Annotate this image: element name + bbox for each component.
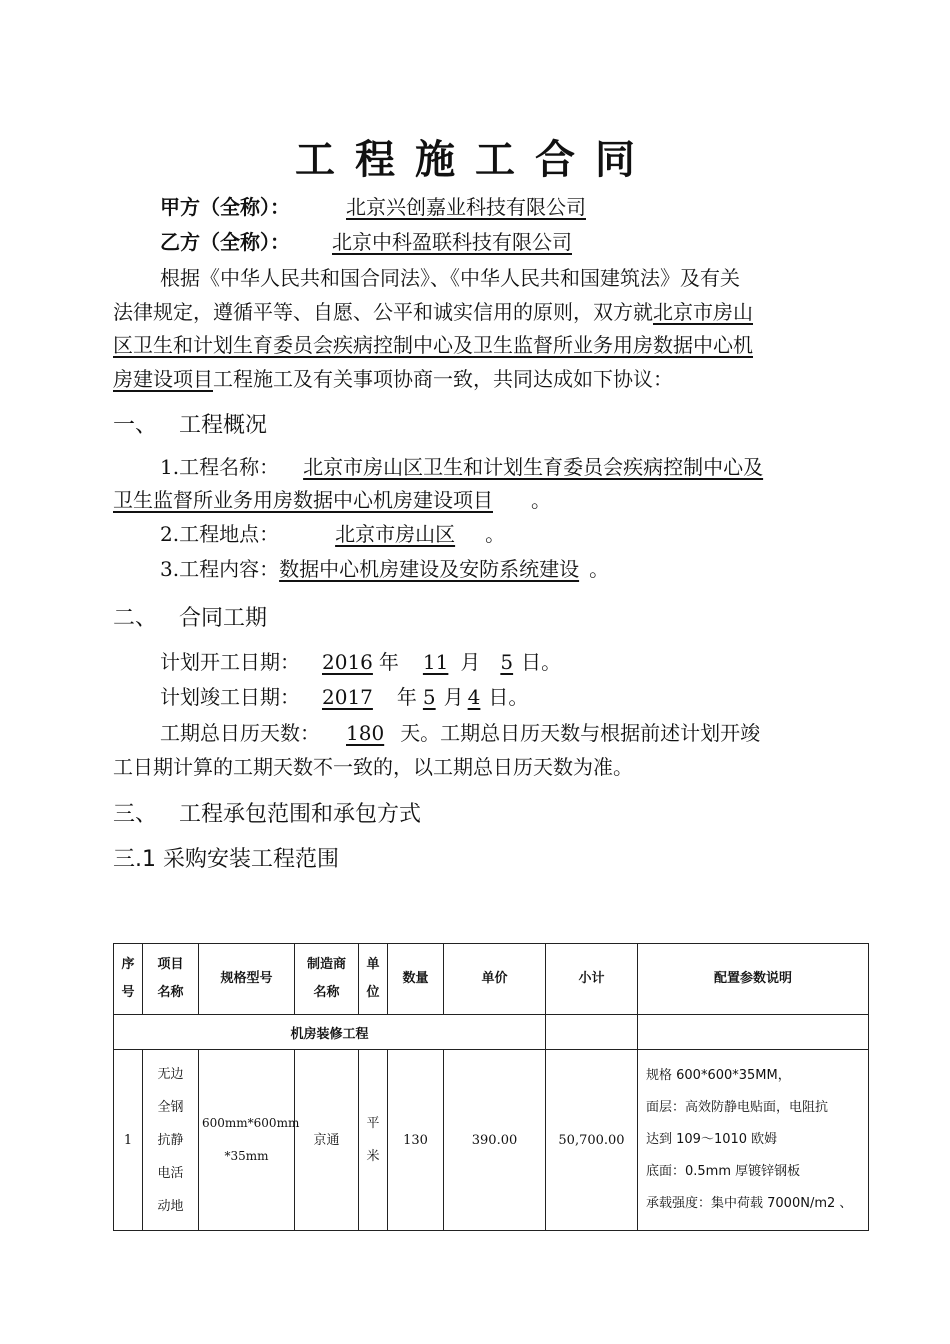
section-3-heading bbox=[113, 797, 421, 828]
section-3-1-heading: 三.1 采购安装工程范围 bbox=[113, 847, 339, 872]
section-2-number: 二、 bbox=[113, 606, 158, 631]
col-model: 规格型号 bbox=[199, 944, 295, 1015]
year-label: 年 bbox=[396, 685, 417, 709]
row-model: 600mm*600mm *35mm bbox=[199, 1050, 295, 1231]
section-1-title: 工程概况 bbox=[179, 413, 268, 438]
section-1-heading bbox=[113, 408, 267, 439]
total-days-value: 180 bbox=[346, 721, 385, 745]
total-days-line-2: 工日期计算的工期天数不一致的，以工期总日历天数为准。 bbox=[113, 755, 633, 779]
party-b-label: 乙方（全称）： bbox=[160, 230, 290, 254]
project-content-value: 数据中心机房建设及安防系统建设 bbox=[279, 557, 580, 581]
row-price: 390.00 bbox=[444, 1050, 546, 1231]
year-label: 年 bbox=[378, 650, 399, 674]
row-unit: 平 米 bbox=[359, 1050, 388, 1231]
group-empty-cell bbox=[638, 1015, 869, 1050]
col-config: 配置参数说明 bbox=[638, 944, 869, 1015]
col-qty: 数量 bbox=[388, 944, 444, 1015]
row-maker: 京通 bbox=[295, 1050, 359, 1231]
project-name-value-2: 卫生监督所业务用房数据中心机房建设项目 bbox=[113, 488, 493, 512]
section-3-title: 工程承包范围和承包方式 bbox=[179, 802, 422, 827]
end-date-label: 计划竣工日期： bbox=[160, 685, 300, 709]
start-month: 11 bbox=[422, 650, 449, 674]
total-days-suffix: 天。工期总日历天数与根据前述计划开竣 bbox=[400, 721, 761, 745]
preamble-text-end: 工程施工及有关事项协商一致，共同达成如下协议： bbox=[213, 367, 673, 391]
start-date-line bbox=[160, 649, 561, 675]
procurement-table bbox=[113, 943, 869, 1231]
project-name-ref-end: 房建设项目 bbox=[113, 367, 213, 391]
party-a-line bbox=[160, 194, 644, 220]
section-2-heading bbox=[113, 601, 267, 632]
project-location-line bbox=[160, 521, 505, 547]
table-row bbox=[114, 1050, 869, 1231]
table-header-row bbox=[114, 944, 869, 1015]
preamble-line-4 bbox=[113, 366, 673, 392]
section-3-number: 三、 bbox=[113, 802, 158, 827]
project-content-label: 3.工程内容： bbox=[160, 557, 280, 581]
section-1-number: 一、 bbox=[113, 413, 158, 438]
start-day: 5 bbox=[500, 650, 514, 674]
row-seq: 1 bbox=[114, 1050, 143, 1231]
total-days-line bbox=[160, 720, 760, 746]
end-date-line bbox=[160, 684, 528, 710]
month-label: 月 bbox=[443, 685, 464, 709]
project-location-value: 北京市房山区 bbox=[335, 522, 456, 546]
party-a-value: 北京兴创嘉业科技有限公司 bbox=[346, 195, 586, 219]
row-config: 规格 600*600*35MM， 面层：高效防静电贴面，电阻抗 达到 109～1010 欧姆 底面：0.5mm 厚镀锌钢板 承载强度：集中荷载 7000N/m2 、 bbox=[638, 1050, 869, 1231]
project-content-line bbox=[160, 556, 609, 582]
start-year: 2016 bbox=[322, 650, 373, 674]
party-b-value: 北京中科盈联科技有限公司 bbox=[332, 230, 572, 254]
preamble-text: 法律规定，遵循平等、自愿、公平和诚实信用的原则，双方就 bbox=[113, 300, 653, 324]
party-b-line bbox=[160, 229, 618, 255]
project-name-line bbox=[160, 454, 763, 480]
col-seq: 序 号 bbox=[114, 944, 143, 1015]
table-group-row bbox=[114, 1015, 869, 1050]
row-subtotal: 50,700.00 bbox=[546, 1050, 638, 1231]
project-name-label: 1.工程名称： bbox=[160, 455, 280, 479]
project-name-value-1: 北京市房山区卫生和计划生育委员会疾病控制中心及 bbox=[303, 455, 764, 479]
col-price: 单价 bbox=[444, 944, 546, 1015]
end-month: 5 bbox=[422, 685, 436, 709]
document-title: 工程施工合同 bbox=[295, 137, 655, 183]
period-mark: 。 bbox=[589, 557, 610, 581]
day-label: 日。 bbox=[521, 650, 562, 674]
section-2-title: 合同工期 bbox=[179, 606, 268, 631]
period-mark: 。 bbox=[531, 488, 551, 512]
preamble-line-2 bbox=[113, 299, 753, 325]
col-unit: 单 位 bbox=[359, 944, 388, 1015]
col-maker: 制造商 名称 bbox=[295, 944, 359, 1015]
month-label: 月 bbox=[460, 650, 481, 674]
project-name-ref: 北京市房山 bbox=[653, 300, 753, 324]
end-year: 2017 bbox=[322, 685, 373, 709]
total-days-label: 工期总日历天数： bbox=[160, 721, 320, 745]
project-location-label: 2.工程地点： bbox=[160, 522, 280, 546]
end-day: 4 bbox=[467, 685, 481, 709]
party-a-label: 甲方（全称）： bbox=[160, 195, 290, 219]
col-subtotal: 小计 bbox=[546, 944, 638, 1015]
col-item: 项目 名称 bbox=[143, 944, 199, 1015]
day-label: 日。 bbox=[488, 685, 529, 709]
group-empty-cell bbox=[546, 1015, 638, 1050]
start-date-label: 计划开工日期： bbox=[160, 650, 300, 674]
preamble-line-3: 区卫生和计划生育委员会疾病控制中心及卫生监督所业务用房数据中心机 bbox=[113, 333, 753, 357]
row-item: 无边 全钢 抗静 电活 动地 bbox=[143, 1050, 199, 1231]
period-mark: 。 bbox=[485, 522, 506, 546]
preamble-line-1: 根据《中华人民共和国合同法》、《中华人民共和国建筑法》及有关 bbox=[160, 266, 740, 290]
group-title: 机房装修工程 bbox=[114, 1015, 546, 1050]
project-name-line-2 bbox=[113, 487, 551, 513]
row-qty: 130 bbox=[388, 1050, 444, 1231]
